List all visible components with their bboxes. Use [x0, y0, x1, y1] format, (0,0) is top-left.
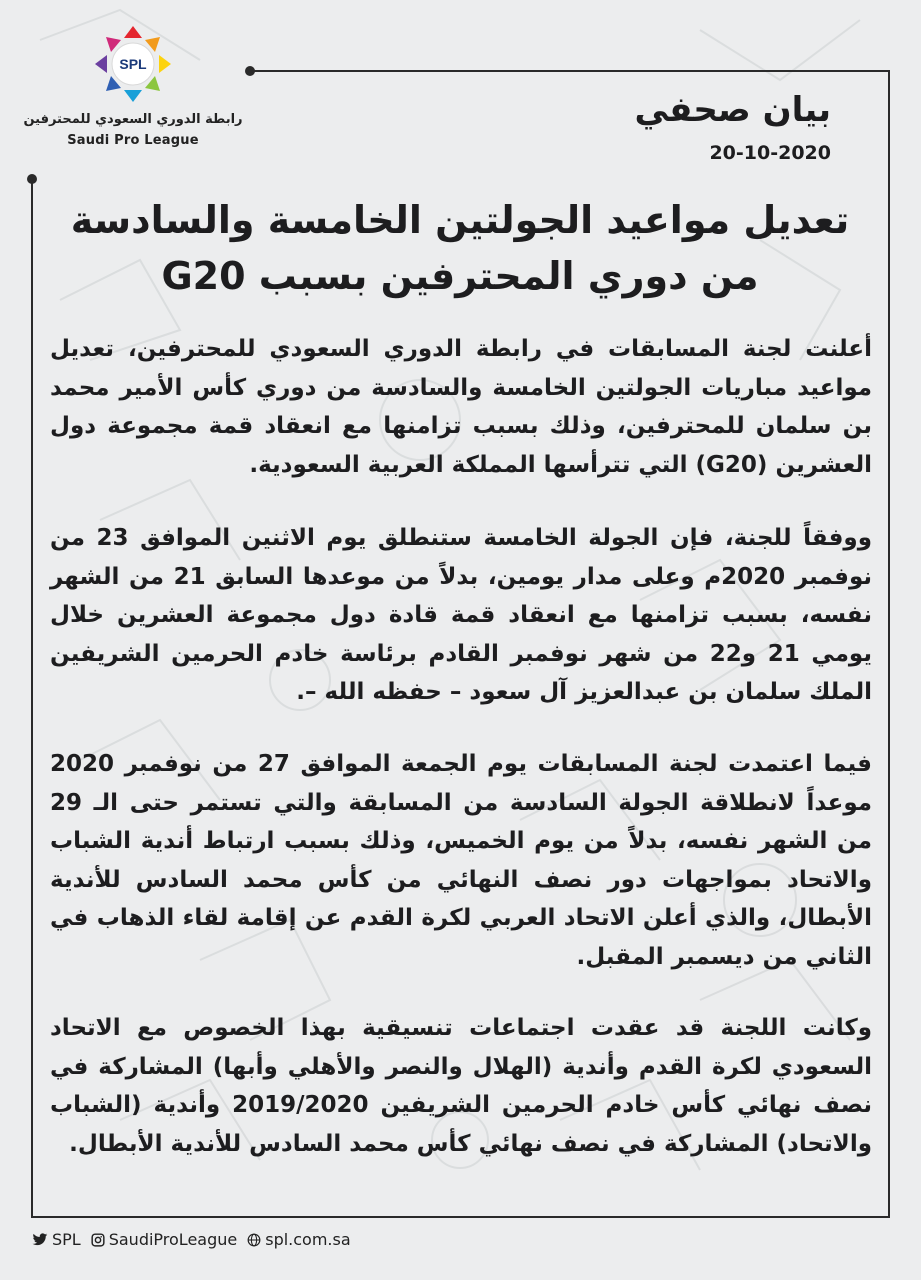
globe-icon — [247, 1233, 261, 1247]
paragraph-3: فيما اعتمدت لجنة المسابقات يوم الجمعة الموافق 27 من نوفمبر 2020 موعداً لانطلاقة الجولة السادسة من المسابقة والتي تستمر حتى الـ 29 من الشهر نفسه، بدلاً من يوم الخميس، وذلك بسبب ارتباط أندية الشباب والاتحاد بمواجهات دور نصف النهائي من كأس محمد السادس للأندية الأبطال، والذي أعلن الاتحاد العربي لكرة القدم عن إقامة لقاء الذهاب في الثاني من ديسمبر المقبل. — [50, 751, 872, 970]
frame-top-line — [250, 70, 890, 72]
paragraph-2: ووفقاً للجنة، فإن الجولة الخامسة ستنطلق يوم الاثنين الموافق 23 من نوفمبر 2020م وعلى مدار يومين، بدلاً من موعدها السابق 21 من الشهر نفسه، بسبب تزامنها مع انعقاد قمة قادة دول مجموعة العشرين خلال يومي 21 و22 من شهر نوفمبر القادم برئاسة خادم الحرمين الشريفين الملك سلمان بن عبدالعزيز آل سعود – حفظه الله –. — [50, 525, 873, 705]
instagram-handle: SaudiProLeague — [108, 1230, 238, 1249]
headline-line-1: تعديل مواعيد الجولتين الخامسة والسادسة — [70, 198, 850, 242]
league-logo — [18, 22, 248, 148]
spl-badge-icon — [91, 22, 175, 106]
paragraph-4: وكانت اللجنة قد عقدت اجتماعات تنسيقية بهذا الخصوص مع الاتحاد السعودي لكرة القدم وأندية (الهلال والنصر والأهلي وأبها) المشاركة في نصف نهائي كأس خادم الحرمين الشريفين 2019/2020 وأندية (الشباب والاتحاد) المشاركة في نصف نهائي كأس محمد السادس للأندية الأبطال. — [50, 1015, 872, 1157]
league-name-english: Saudi Pro League — [67, 133, 199, 148]
frame-right-line — [888, 70, 890, 1218]
website-url: spl.com.sa — [265, 1230, 351, 1249]
frame-dot-left — [27, 174, 37, 184]
headline-line-2: من دوري المحترفين بسبب G20 — [161, 254, 759, 298]
twitter-icon — [32, 1233, 48, 1247]
paragraph-1: أعلنت لجنة المسابقات في رابطة الدوري السعودي للمحترفين، تعديل مواعيد مباريات الجولتين الخامسة والسادسة من دوري كأس الأمير محمد بن سلمان للمحترفين، وذلك بسبب تزامنها مع انعقاد قمة مجموعة دول العشرين (G20) التي تترأسها المملكة العربية السعودية. — [50, 336, 872, 478]
social-footer — [32, 1230, 351, 1249]
press-release-label: بيان صحفي — [634, 90, 831, 130]
league-name-arabic: رابطة الدوري السعودي للمحترفين — [23, 112, 243, 127]
instagram-link[interactable] — [91, 1230, 238, 1249]
frame-bottom-line — [31, 1216, 890, 1218]
twitter-link[interactable] — [32, 1230, 81, 1249]
website-link[interactable] — [247, 1230, 350, 1249]
svg-text:SPL: SPL — [119, 56, 147, 72]
instagram-icon — [91, 1233, 105, 1247]
twitter-handle: SPL — [52, 1230, 81, 1249]
statement-date: 20-10-2020 — [709, 142, 831, 164]
frame-left-line — [31, 178, 33, 1218]
